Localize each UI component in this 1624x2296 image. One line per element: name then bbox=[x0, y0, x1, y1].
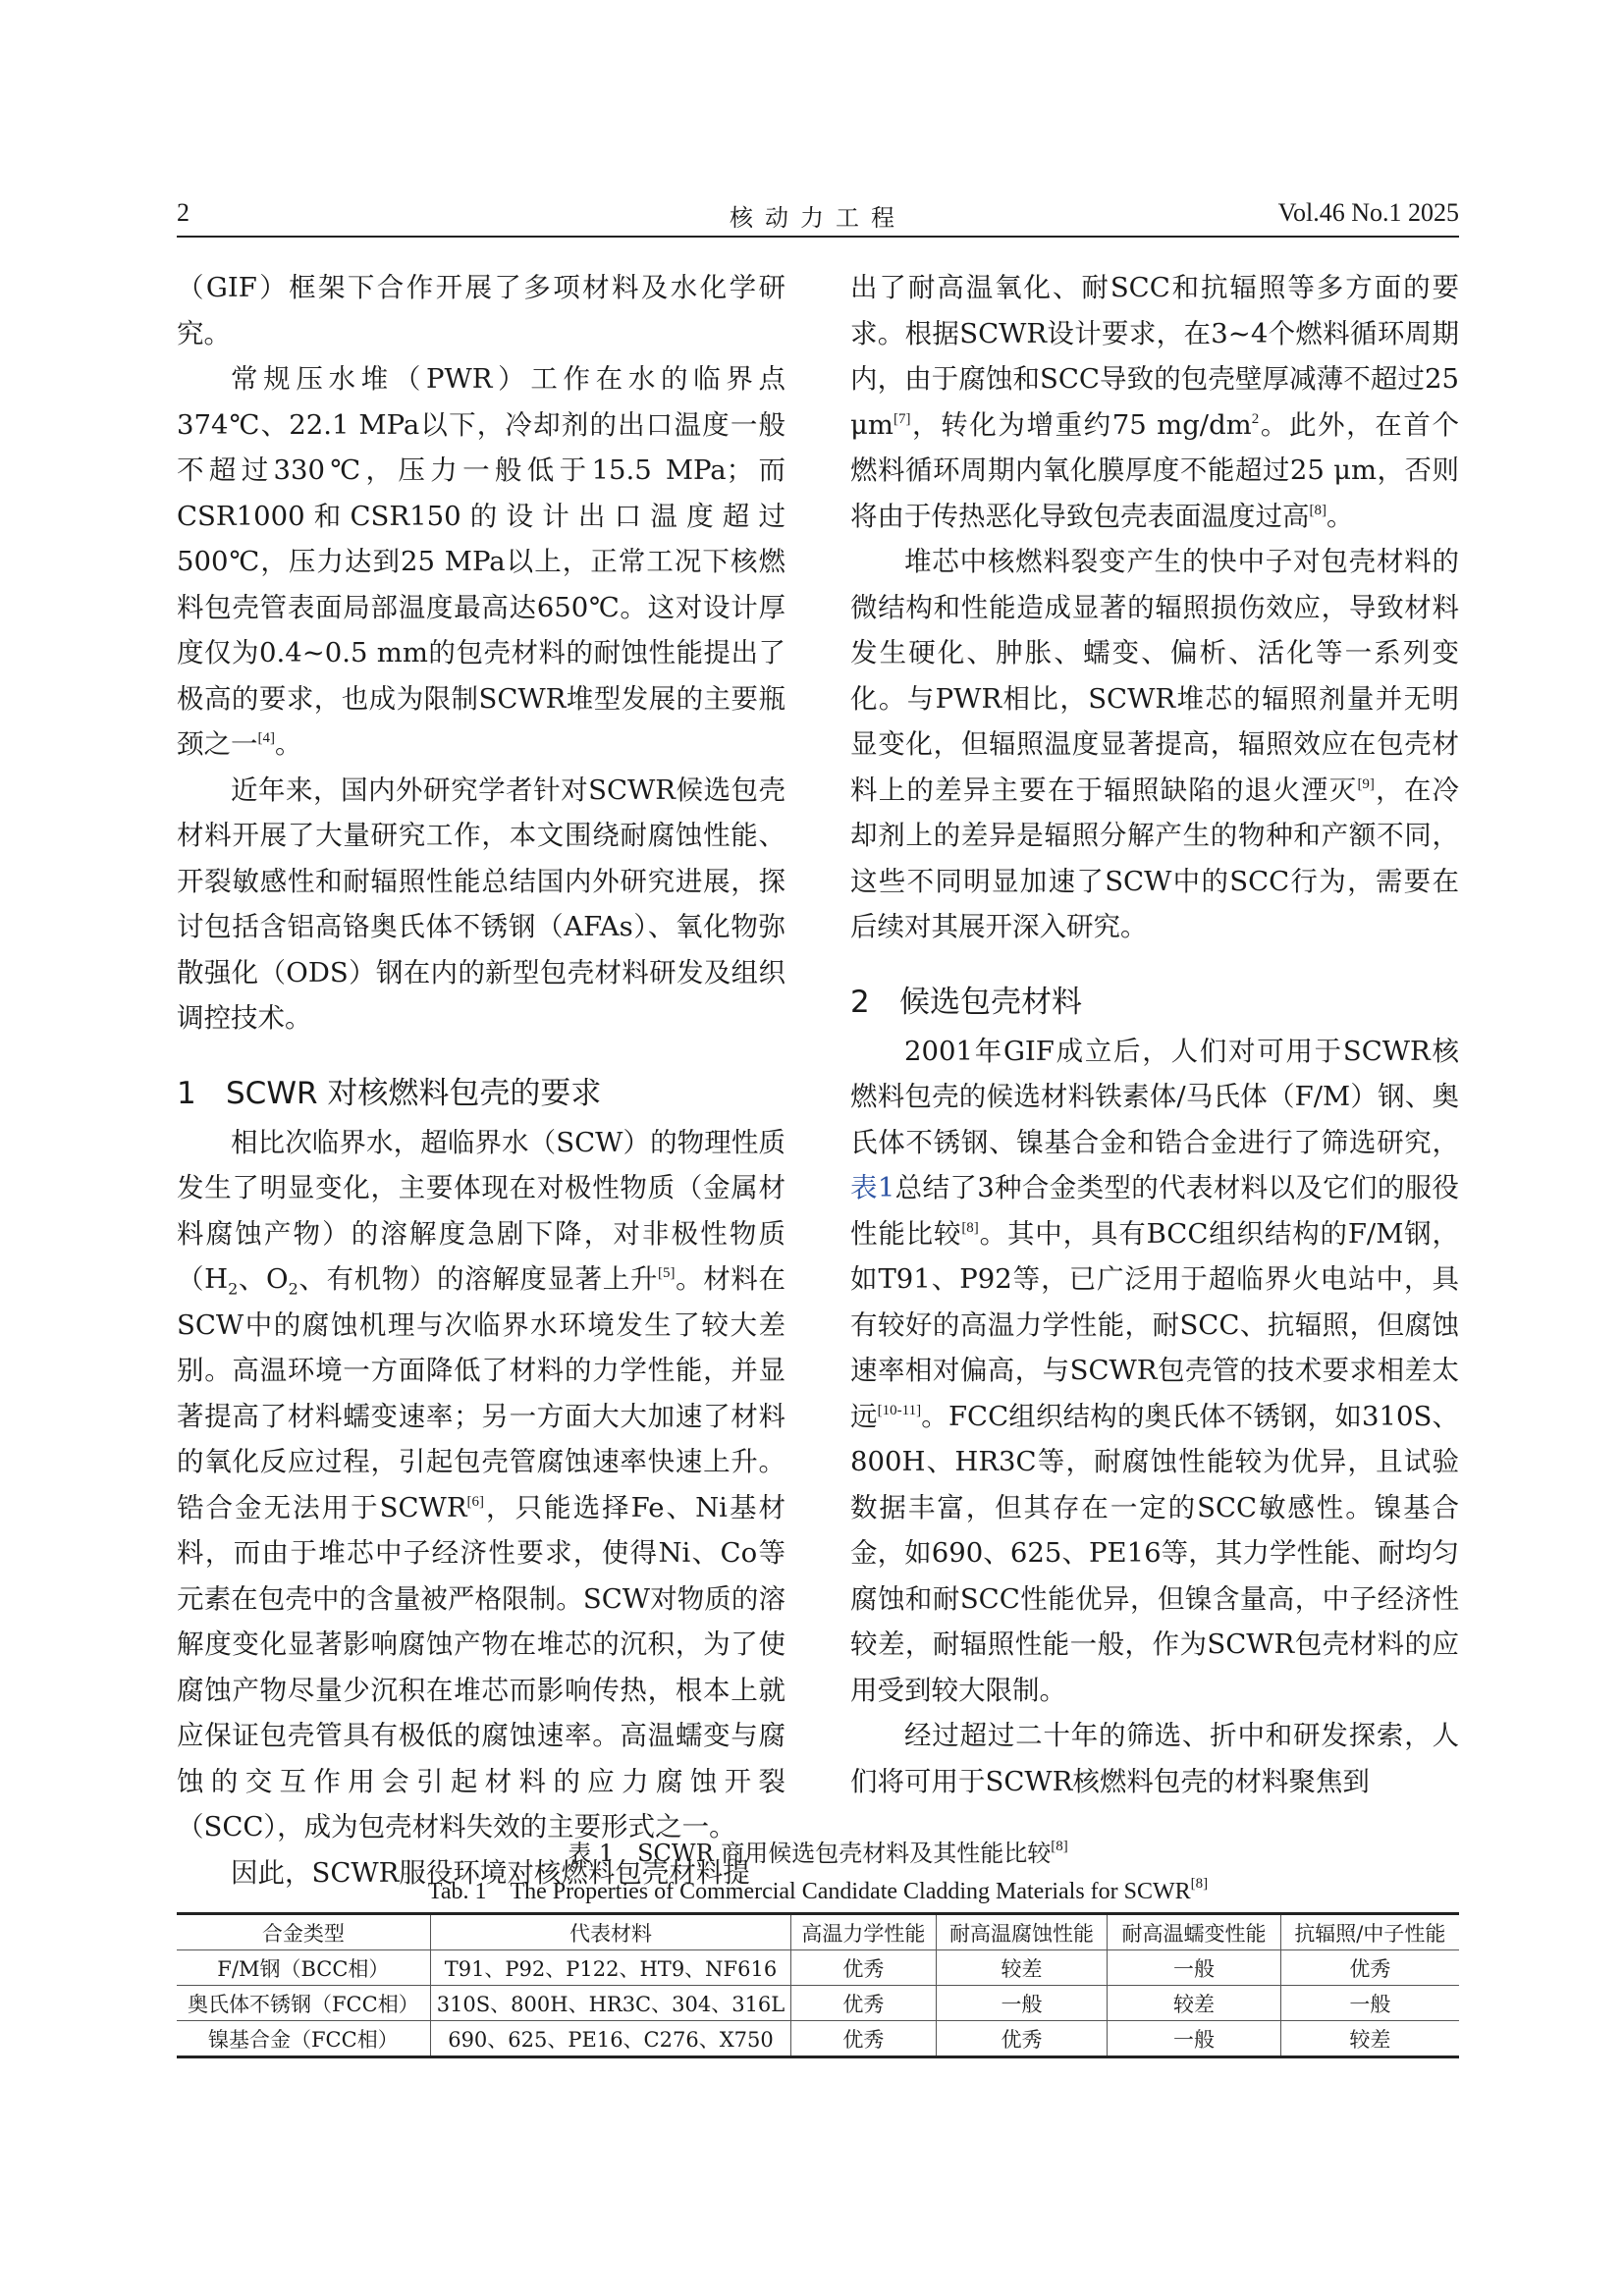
citation[interactable]: [8] bbox=[961, 1219, 979, 1236]
journal-title: 核动力工程 bbox=[730, 204, 906, 232]
left-column bbox=[177, 265, 785, 1896]
column-header: 高温力学性能 bbox=[791, 1914, 936, 1950]
table-caption-en: Tab. 1 The Properties of Commercial Candidate Cladding Materials for SCWR[8] bbox=[427, 1876, 1209, 1904]
table-cell: F/M钢（BCC相） bbox=[177, 1950, 430, 1986]
table-row bbox=[177, 1986, 1459, 2021]
section-heading-1: 1 SCWR 对核燃料包壳的要求 bbox=[177, 1075, 602, 1111]
page-number: 2 bbox=[177, 198, 189, 227]
table-row bbox=[177, 2021, 1459, 2057]
column-header: 代表材料 bbox=[430, 1914, 791, 1950]
properties-table bbox=[177, 1912, 1459, 2058]
paragraph: 相比次临界水，超临界水（SCW）的物理性质发生了明显变化，主要体现在对极性物质（金属材料腐蚀产物）的溶解度急剧下降，对非极性物质（$H_2$、$O_2$、有机物）的溶解度显著上升[5]。材料在SCW中的腐蚀机理与次临界水环境发生了较大差别。高温环境一方面降低了材料的力学性能，并显著提高了材料蠕变速率；另一方面大大加速了材料的氧化反应过程，引起包壳管腐蚀速率快速上升。锆合金无法用于SCWR[6]，只能选择Fe、Ni基材料，而由于堆芯中子经济性要求，使得Ni、Co等元素在包壳中的含量被严格限制。SCW对物质的溶解度变化显著影响腐蚀产物在堆芯的沉积，为了使腐蚀产物尽量少沉积在堆芯而影响传热，根本上就应保证包壳管具有极低的腐蚀速率。高温蠕变与腐蚀的交互作用会引起材料的应力腐蚀开裂（SCC），成为包壳材料失效的主要形式之一。 bbox=[177, 1126, 786, 1842]
table-cell: 较差 bbox=[1108, 1986, 1280, 2021]
table-cell: 一般 bbox=[1280, 1986, 1459, 2021]
paragraph: 常规压水堆（PWR）工作在水的临界点374℃、22.1 MPa以下，冷却剂的出口温度一般不超过330℃，压力一般低于15.5 MPa；而CSR1000和CSR150的设计出口温度超过500℃，压力达到25 MPa以上，正常工况下核燃料包壳管表面局部温度最高达650℃。这对设计厚度仅为0.4~0.5 mm的包壳材料的耐蚀性能提出了极高的要求，也成为限制SCWR堆型发展的主要瓶颈之一[4]。 bbox=[177, 363, 785, 760]
citation[interactable]: [6] bbox=[466, 1493, 485, 1510]
citation[interactable]: [8] bbox=[1309, 502, 1326, 518]
volume-issue: Vol.46 No.1 2025 bbox=[1277, 198, 1459, 227]
table-cell: 690、625、PE16、C276、X750 bbox=[430, 2021, 791, 2057]
table-cell: 优秀 bbox=[791, 2021, 936, 2057]
citation[interactable]: [5] bbox=[658, 1265, 676, 1281]
table-cell: 镍基合金（FCC相） bbox=[177, 2021, 430, 2057]
column-header: 耐高温蠕变性能 bbox=[1108, 1914, 1280, 1950]
paragraph: 出了耐高温氧化、耐SCC和抗辐照等多方面的要求。根据SCWR设计要求，在3~4个燃料循环周期内，由于腐蚀和SCC导致的包壳壁厚减薄不超过25 μm[7]，转化为增重约75 $mg/dm^2$。此外，在首个燃料循环周期内氧化膜厚度不能超过25 μm，否则将由于传热恶化导致包壳表面温度过高[8]。 bbox=[850, 272, 1459, 532]
table-cell: 较差 bbox=[936, 1950, 1108, 1986]
column-header: 抗辐照/中子性能 bbox=[1280, 1914, 1459, 1950]
table-cell: 优秀 bbox=[791, 1986, 936, 2021]
citation[interactable]: [9] bbox=[1357, 775, 1375, 792]
paragraph: 堆芯中核燃料裂变产生的快中子对包壳材料的微结构和性能造成显著的辐照损伤效应，导致材料发生硬化、肿胀、蠕变、偏析、活化等一系列变化。与PWR相比，SCWR堆芯的辐照剂量并无明显变化，但辐照温度显著提高，辐照效应在包壳材料上的差异主要在于辐照缺陷的退火湮灭[9]，在冷却剂上的差异是辐照分解产生的物种和产额不同，这些不同明显加速了SCW中的SCC行为，需要在后续对其展开深入研究。 bbox=[850, 546, 1460, 942]
paragraph: 因此，SCWR服役环境对核燃料包壳材料提 bbox=[231, 1856, 750, 1889]
paragraph: 近年来，国内外研究学者针对SCWR候选包壳材料开展了大量研究工作，本文围绕耐腐蚀性能、开裂敏感性和耐辐照性能总结国内外研究进展，探讨包括含铝高铬奥氏体不锈钢（AFAs）、氧化物弥散强化（ODS）钢在内的新型包壳材料研发及组织调控技术。 bbox=[177, 774, 785, 1034]
table-cell: 奥氏体不锈钢（FCC相） bbox=[177, 1986, 430, 2021]
table-row bbox=[177, 1950, 1459, 1986]
table-cell: 较差 bbox=[1280, 2021, 1459, 2057]
citation[interactable]: [8] bbox=[1190, 1876, 1209, 1892]
citation[interactable]: [8] bbox=[1051, 1839, 1068, 1854]
running-header bbox=[177, 196, 1459, 238]
paragraph: 2001年GIF成立后，人们对可用于SCWR核燃料包壳的候选材料铁素体/马氏体（F/M）钢、奥氏体不锈钢、镍基合金和锆合金进行了筛选研究，表1总结了3种合金类型的代表材料以及它们的服役性能比较[8]。其中，具有BCC组织结构的F/M钢，如T91、P92等，已广泛用于超临界火电站中，具有较好的高温力学性能，耐SCC、抗辐照，但腐蚀速率相对偏高，与SCWR包壳管的技术要求相差太远[10-11]。FCC组织结构的奥氏体不锈钢，如310S、800H、HR3C等，耐腐蚀性能较为优异，且试验数据丰富，但其存在一定的SCC敏感性。镍基合金，如690、625、PE16等，其力学性能、耐均匀腐蚀和耐SCC性能优异，但镍含量高，中子经济性较差，耐辐照性能一般，作为SCWR包壳材料的应用受到较大限制。 bbox=[850, 1035, 1460, 1706]
column-header: 合金类型 bbox=[177, 1914, 430, 1950]
citation[interactable]: [10-11] bbox=[877, 1402, 922, 1418]
table-cell: 一般 bbox=[1108, 1950, 1280, 1986]
table-cell: T91、P92、P122、HT9、NF616 bbox=[430, 1950, 791, 1986]
citation[interactable]: [7] bbox=[893, 410, 911, 427]
table-cell: 一般 bbox=[1108, 2021, 1280, 2057]
paragraph: （GIF）框架下合作开展了多项材料及水化学研究。 bbox=[177, 272, 785, 349]
table-cell: 优秀 bbox=[936, 2021, 1108, 2057]
section-heading-2: 2 候选包壳材料 bbox=[850, 984, 1082, 1020]
table-cell: 310S、800H、HR3C、304、316L bbox=[430, 1986, 791, 2021]
table-cell: 优秀 bbox=[1280, 1950, 1459, 1986]
table-header-row bbox=[177, 1914, 1459, 1950]
right-column bbox=[850, 265, 1459, 1804]
table-cell: 优秀 bbox=[791, 1950, 936, 1986]
table-cell: 一般 bbox=[936, 1986, 1108, 2021]
citation[interactable]: [4] bbox=[257, 730, 275, 746]
table-link[interactable]: 表1 bbox=[850, 1172, 895, 1203]
table-caption-cn: 表 1 SCWR 商用候选包壳材料及其性能比较[8] bbox=[568, 1839, 1068, 1867]
paragraph: 经过超过二十年的筛选、折中和研发探索，人们将可用于SCWR核燃料包壳的材料聚焦到 bbox=[850, 1720, 1459, 1797]
column-header: 耐高温腐蚀性能 bbox=[936, 1914, 1108, 1950]
